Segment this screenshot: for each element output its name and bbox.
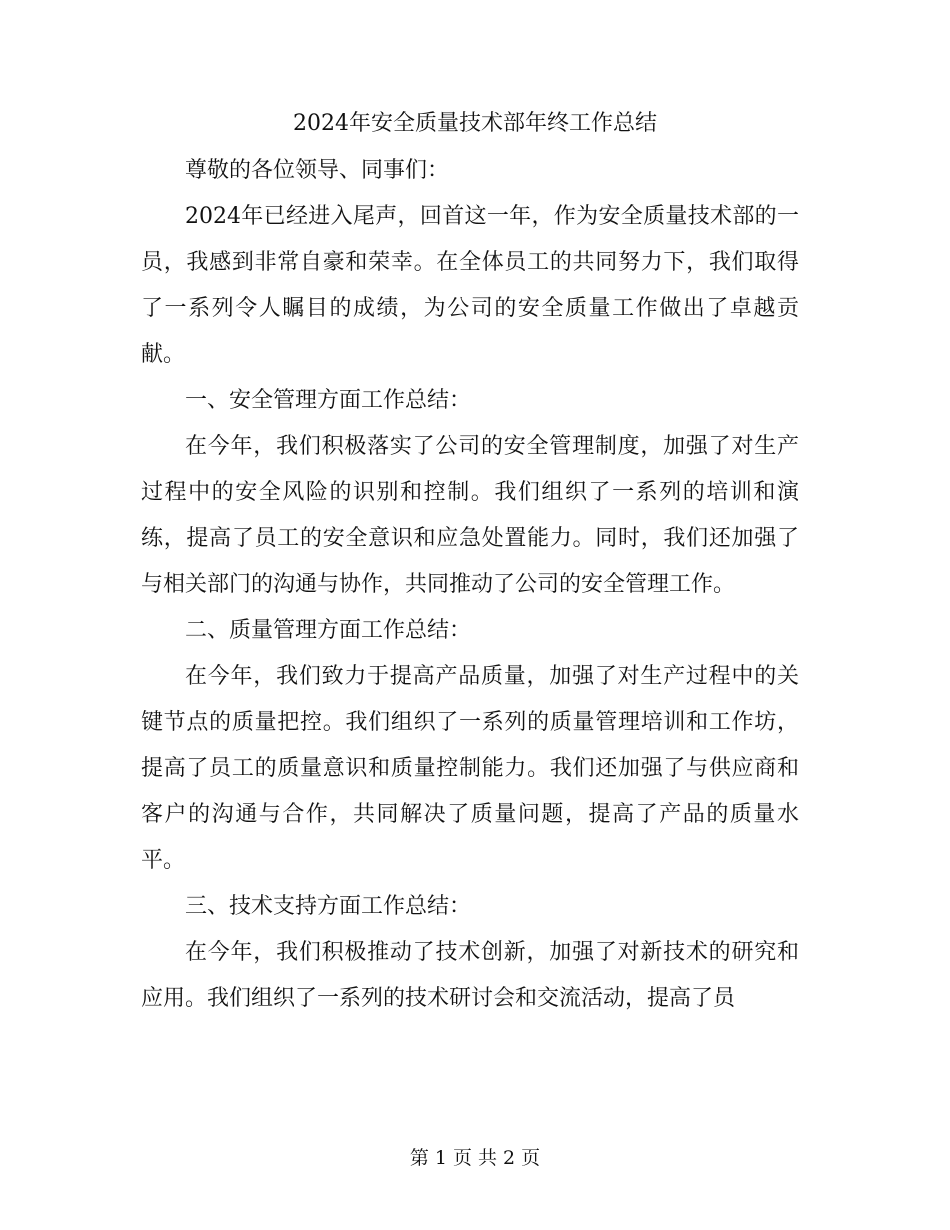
document-title: 2024年安全质量技术部年终工作总结 — [293, 111, 657, 136]
tech-paragraph: 在今年，我们积极推动了技术创新，加强了对新技术的研究和应用。我们组织了一系列的技术研讨会和交流活动，提高了员 — [141, 940, 799, 1011]
section-heading-safety: 一、安全管理方面工作总结： — [185, 388, 472, 413]
salutation: 尊敬的各位领导、同事们： — [185, 158, 450, 183]
intro-paragraph: 2024年已经进入尾声，回首这一年，作为安全质量技术部的一员，我感到非常自豪和荣幸。在全体员工的共同努力下，我们取得了一系列令人瞩目的成绩，为公司的安全质量工作做出了卓越贡献。 — [141, 204, 799, 367]
section-heading-quality: 二、质量管理方面工作总结： — [185, 618, 472, 643]
section-heading-tech: 三、技术支持方面工作总结： — [185, 894, 472, 919]
page-footer: 第 1 页 共 2 页 — [409, 1147, 541, 1169]
quality-paragraph: 在今年，我们致力于提高产品质量，加强了对生产过程中的关键节点的质量把控。我们组织了一系列的质量管理培训和工作坊，提高了员工的质量意识和质量控制能力。我们还加强了与供应商和客户的沟通与合作，共同解决了质量问题，提高了产品的质量水平。 — [141, 664, 799, 873]
document-body — [141, 148, 799, 1022]
safety-paragraph: 在今年，我们积极落实了公司的安全管理制度，加强了对生产过程中的安全风险的识别和控制。我们组织了一系列的培训和演练，提高了员工的安全意识和应急处置能力。同时，我们还加强了与相关部门的沟通与协作，共同推动了公司的安全管理工作。 — [141, 434, 799, 597]
